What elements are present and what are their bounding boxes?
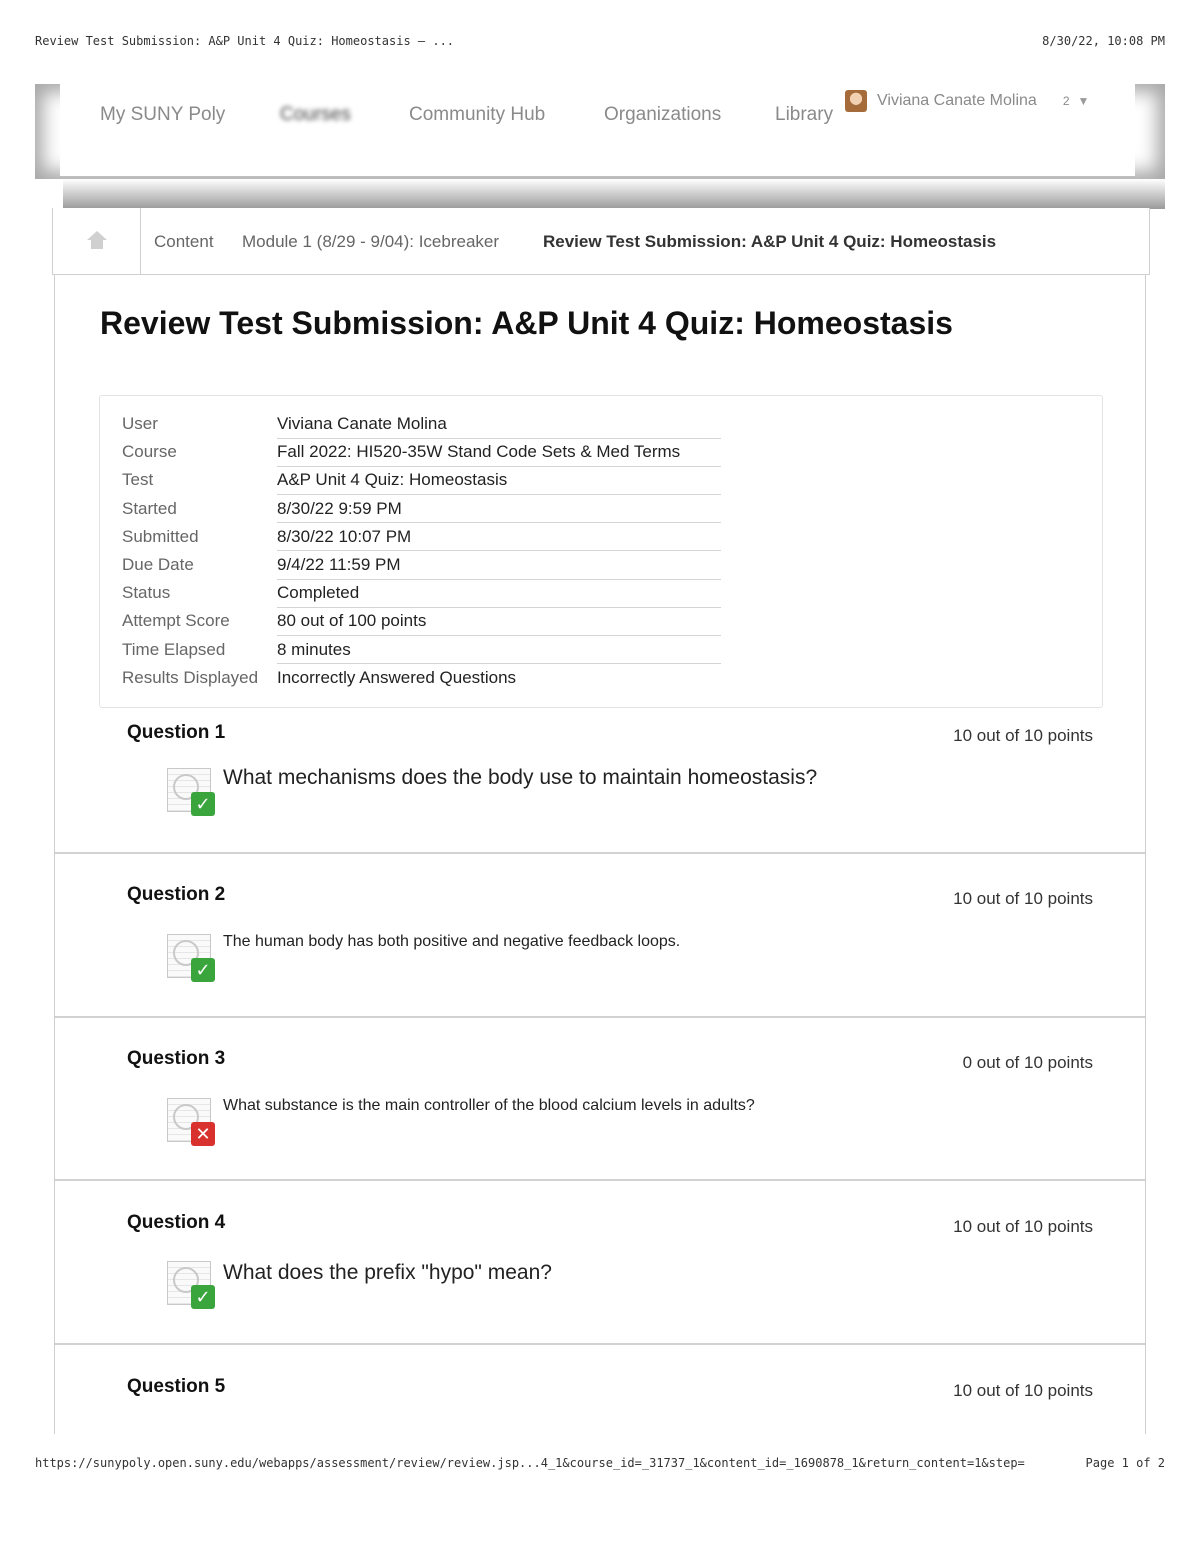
info-row (122, 495, 721, 523)
page-title: Review Test Submission: A&P Unit 4 Quiz: Homeostasis (100, 305, 953, 341)
submission-info-box (99, 395, 1103, 708)
breadcrumb-module[interactable]: Module 1 (8/29 - 9/04): Icebreaker (242, 232, 500, 251)
question-title: Question 5 (127, 1376, 226, 1397)
info-label: Submitted (122, 526, 199, 546)
info-value: 8/30/22 10:07 PM (277, 523, 721, 551)
submission-info-table (122, 410, 721, 692)
avatar[interactable] (845, 90, 867, 112)
print-header (35, 34, 1165, 52)
correct-answer-icon: ✓ (167, 932, 217, 982)
info-label: Attempt Score (122, 611, 230, 631)
print-footer-url: https://sunypoly.open.suny.edu/webapps/assessment/review/review.jsp...4_1&course_id=_31737_1&content_id=_1690878_1&return_content=1&step= (35, 1456, 1025, 1470)
info-value: 80 out of 100 points (277, 607, 721, 635)
info-label: Due Date (122, 555, 194, 575)
correct-answer-icon: ✓ (167, 766, 217, 816)
breadcrumb-content[interactable]: Content (154, 232, 214, 251)
question-block-2 (55, 854, 1145, 1018)
home-button[interactable] (53, 208, 141, 274)
info-row (122, 410, 721, 438)
question-text: What does the prefix "hypo" mean? (223, 1261, 552, 1284)
info-label: Course (122, 442, 177, 462)
question-block-1 (55, 708, 1145, 854)
info-row (122, 664, 721, 692)
nav-item-community-hub[interactable]: Community Hub (409, 104, 546, 125)
nav-item-courses[interactable]: Courses (280, 104, 351, 125)
content-panel (54, 274, 1146, 1434)
nav-shadow-bar (63, 179, 1165, 209)
info-label: Status (122, 583, 171, 603)
correct-answer-icon: ✓ (167, 1259, 217, 1309)
chevron-down-icon[interactable]: ▼ (1077, 94, 1090, 108)
question-text: What substance is the main controller of the blood calcium levels in adults? (223, 1097, 755, 1114)
question-block-5 (55, 1345, 1145, 1435)
question-points: 0 out of 10 points (962, 1053, 1093, 1072)
info-row (122, 438, 721, 466)
nav-item-library[interactable]: Library (775, 104, 834, 125)
question-title: Question 2 (127, 884, 226, 905)
question-text: The human body has both positive and negative feedback loops. (223, 933, 681, 950)
question-points: 10 out of 10 points (953, 1381, 1093, 1400)
info-label: User (122, 414, 158, 434)
print-header-datetime: 8/30/22, 10:08 PM (1042, 34, 1165, 48)
question-title: Question 1 (127, 722, 226, 743)
question-title: Question 4 (127, 1212, 226, 1233)
info-label: Started (122, 498, 177, 518)
print-header-title: Review Test Submission: A&P Unit 4 Quiz: Homeostasis – ... (35, 34, 455, 48)
info-value: 8/30/22 9:59 PM (277, 495, 721, 523)
nav-item-organizations[interactable]: Organizations (604, 104, 722, 125)
info-row (122, 551, 721, 579)
question-block-4 (55, 1181, 1145, 1345)
top-navigation (35, 84, 1165, 209)
home-icon (86, 231, 108, 251)
question-text: What mechanisms does the body use to maintain homeostasis? (223, 766, 818, 789)
info-row (122, 636, 721, 664)
question-points: 10 out of 10 points (953, 889, 1093, 908)
info-value: Incorrectly Answered Questions (277, 668, 517, 688)
info-value: Fall 2022: HI520-35W Stand Code Sets & Med Terms (277, 438, 721, 466)
notification-count[interactable]: 2 (1062, 94, 1070, 108)
info-label: Time Elapsed (122, 639, 226, 659)
question-block-3 (55, 1018, 1145, 1181)
user-name[interactable]: Viviana Canate Molina (877, 92, 1037, 109)
info-value: 8 minutes (277, 636, 721, 664)
info-value: Completed (277, 579, 721, 607)
question-points: 10 out of 10 points (953, 1217, 1093, 1236)
info-value: A&P Unit 4 Quiz: Homeostasis (277, 466, 721, 494)
print-footer-page: Page 1 of 2 (1085, 1456, 1165, 1470)
info-row (122, 523, 721, 551)
info-row (122, 466, 721, 494)
question-title: Question 3 (127, 1048, 226, 1069)
info-value: 9/4/22 11:59 PM (277, 551, 721, 579)
info-label: Test (122, 470, 154, 490)
user-menu[interactable] (845, 90, 1089, 112)
info-row (122, 579, 721, 607)
question-points: 10 out of 10 points (953, 726, 1093, 745)
breadcrumb (52, 208, 1150, 275)
nav-item-my-suny-poly[interactable]: My SUNY Poly (100, 104, 226, 125)
incorrect-answer-icon: ✕ (167, 1096, 217, 1146)
breadcrumb-current: Review Test Submission: A&P Unit 4 Quiz: Homeostasis (543, 232, 997, 251)
info-row (122, 607, 721, 635)
print-footer (35, 1456, 1165, 1474)
info-label: Results Displayed (122, 667, 259, 687)
info-value: Viviana Canate Molina (277, 410, 721, 438)
